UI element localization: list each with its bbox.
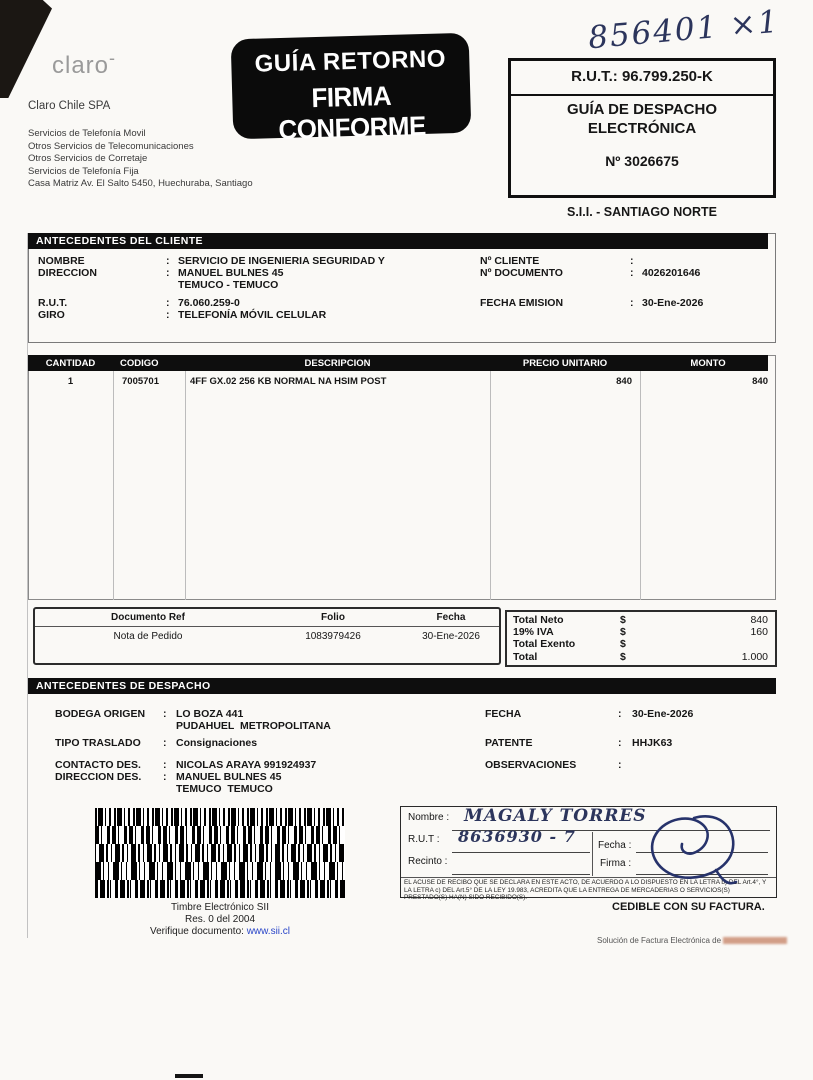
claro-logo-accent: - xyxy=(109,48,116,68)
timbre-caption xyxy=(95,902,345,938)
client-giro-value: TELEFONÍA MÓVIL CELULAR xyxy=(178,309,327,321)
colon: : xyxy=(166,267,170,279)
item-descripcion: 4FF GX.02 256 KB NORMAL NA HSIM POST xyxy=(190,376,387,387)
emission-date-label: FECHA EMISION xyxy=(480,297,564,309)
total-neto-value: 840 xyxy=(750,614,768,626)
sii-url: www.sii.cl xyxy=(246,926,291,937)
ref-header-underline xyxy=(35,626,499,627)
client-number-label: Nº CLIENTE xyxy=(480,255,540,267)
sii-rut-box xyxy=(508,58,776,198)
handwritten-order-number: 856401 ×1 xyxy=(586,3,782,57)
direccion-des-label: DIRECCION DES. xyxy=(55,771,142,783)
emitter-rut: R.U.T.: 96.799.250-K xyxy=(571,68,713,85)
iva-label: 19% IVA xyxy=(513,626,554,638)
client-address-value-1: MANUEL BULNES 45 xyxy=(178,267,284,279)
dispatch-fecha-label: FECHA xyxy=(485,708,522,720)
timbre-line-2: Res. 0 del 2004 xyxy=(184,914,256,925)
item-codigo: 7005701 xyxy=(122,376,159,387)
handwritten-receiver-rut: 8636930 - 7 xyxy=(458,827,576,846)
total-neto-label: Total Neto xyxy=(513,614,564,626)
client-address-label: DIRECCION xyxy=(38,267,97,279)
colon: : xyxy=(630,267,634,279)
footer-vendor-text: Solución de Factura Electrónica de xyxy=(597,936,722,945)
scan-corner-artifact xyxy=(0,0,52,98)
ref-folio-value: 1083979426 xyxy=(305,631,361,642)
exento-label: Total Exento xyxy=(513,638,576,650)
barcode-row xyxy=(95,844,345,862)
observaciones-label: OBSERVACIONES xyxy=(485,759,577,771)
stamp-line-1: GUÍA RETORNO xyxy=(254,45,447,78)
colon: : xyxy=(163,771,167,783)
currency-sign: $ xyxy=(620,651,626,663)
recibo-firma-label: Firma : xyxy=(600,858,632,869)
emission-date-value: 30-Ene-2026 xyxy=(642,297,704,309)
timbre-line-3 xyxy=(95,926,345,938)
colon: : xyxy=(618,759,622,771)
barcode-row xyxy=(95,862,345,880)
document-number-label: Nº DOCUMENTO xyxy=(480,267,563,279)
contacto-des-label: CONTACTO DES. xyxy=(55,759,141,771)
stamp-line-2: FIRMA CONFORME xyxy=(278,80,427,146)
barcode-row xyxy=(95,826,345,844)
illegible-vendor-logo xyxy=(723,937,787,944)
colon: : xyxy=(630,297,634,309)
client-address-value-2: TEMUCO - TEMUCO xyxy=(178,279,279,291)
tipo-traslado-label: TIPO TRASLADO xyxy=(55,737,141,749)
colon: : xyxy=(166,297,170,309)
colon: : xyxy=(163,737,167,749)
colon: : xyxy=(163,708,167,720)
dispatch-fecha-value: 30-Ene-2026 xyxy=(632,708,694,720)
bodega-origen-value-1: LO BOZA 441 xyxy=(176,708,244,720)
column-divider xyxy=(640,371,641,600)
ref-doc-value: Nota de Pedido xyxy=(113,631,183,642)
company-line-3: Otros Servicios de Corretaje xyxy=(28,153,148,164)
currency-sign: $ xyxy=(620,614,626,626)
item-cantidad: 1 xyxy=(67,376,74,387)
client-section-box xyxy=(28,233,776,343)
company-line-5: Casa Matriz Av. El Salto 5450, Huechuraba, Santiago xyxy=(28,178,253,189)
recibo-rut-label: R.U.T : xyxy=(408,834,440,845)
currency-sign: $ xyxy=(620,638,626,650)
patente-value: HHJK63 xyxy=(632,737,673,749)
header-codigo: CODIGO xyxy=(120,358,159,369)
guia-retorno-stamp xyxy=(231,33,472,146)
bodega-origen-value-2: PUDAHUEL METROPOLITANA xyxy=(176,720,331,732)
claro-logo xyxy=(52,48,116,80)
rut-box-divider xyxy=(511,94,773,96)
legal-text: EL ACUSE DE RECIBO QUE SE DECLARA EN ESTE ACTO, DE ACUERDO A LO DISPUESTO EN LA LETRA b) DEL Art.4°, Y LA LETRA c) DEL Art.5° DE LA LEY 19.983, ACREDITA QUE LA ENTREGA DE MERCADERIAS O SERVICIOS(S) PRESTADO(S) HA(N) SIDO RECIBIDO(S). xyxy=(404,879,767,902)
recibo-fecha-label: Fecha : xyxy=(598,840,632,851)
items-table xyxy=(28,355,776,600)
ref-fecha-value: 30-Ene-2026 xyxy=(422,631,480,642)
company-name: Claro Chile SPA xyxy=(28,100,111,112)
dispatch-section-header: ANTECEDENTES DE DESPACHO xyxy=(28,678,776,694)
currency-sign: $ xyxy=(620,626,626,638)
client-name-label: NOMBRE xyxy=(38,255,85,267)
colon: : xyxy=(630,255,634,267)
document-type-line-2: ELECTRÓNICA xyxy=(587,120,697,137)
client-section-header: ANTECEDENTES DEL CLIENTE xyxy=(28,233,768,249)
iva-value: 160 xyxy=(750,626,768,638)
footer-vendor-note xyxy=(597,936,787,945)
claro-logo-text: claro xyxy=(52,52,110,79)
colon: : xyxy=(163,759,167,771)
header-cantidad: CANTIDAD xyxy=(45,358,96,369)
client-giro-label: GIRO xyxy=(38,309,65,321)
document-number-value: 4026201646 xyxy=(642,267,701,279)
header-monto: MONTO xyxy=(690,358,726,369)
sii-office: S.I.I. - SANTIAGO NORTE xyxy=(566,205,717,219)
recibo-recinto-label: Recinto : xyxy=(408,856,448,867)
company-line-1: Servicios de Telefonía Movil xyxy=(28,128,146,139)
colon: : xyxy=(618,737,622,749)
signature xyxy=(638,806,750,892)
colon: : xyxy=(166,309,170,321)
tipo-traslado-value: Consignaciones xyxy=(176,737,258,749)
ref-header-fecha: Fecha xyxy=(436,612,466,623)
ref-header-folio: Folio xyxy=(321,612,345,623)
colon: : xyxy=(618,708,622,720)
header-precio-unitario: PRECIO UNITARIO xyxy=(522,358,608,369)
cedible-notice: CEDIBLE CON SU FACTURA. xyxy=(612,901,765,913)
recinto-line xyxy=(452,874,590,875)
client-rut-label: R.U.T. xyxy=(38,297,68,309)
total-label: Total xyxy=(513,651,538,663)
ref-header-documento: Documento Ref xyxy=(111,612,185,623)
client-rut-value: 76.060.259-0 xyxy=(178,297,240,309)
document-number: Nº 3026675 xyxy=(605,153,679,169)
bodega-origen-label: BODEGA ORIGEN xyxy=(55,708,146,720)
direccion-des-value-1: MANUEL BULNES 45 xyxy=(176,771,282,783)
pdf417-barcode xyxy=(95,808,345,898)
recibo-nombre-label: Nombre : xyxy=(408,812,450,823)
barcode-row xyxy=(95,880,345,898)
company-line-4: Servicios de Telefonía Fija xyxy=(28,165,139,177)
item-precio: 840 xyxy=(616,376,632,387)
rut-line xyxy=(452,852,590,853)
header-descripcion: DESCRIPCION xyxy=(304,358,371,369)
client-name-value: SERVICIO DE INGENIERIA SEGURIDAD Y xyxy=(178,255,385,267)
document-type-line-1: GUÍA DE DESPACHO xyxy=(566,101,717,118)
patente-label: PATENTE xyxy=(485,737,533,749)
company-line-2: Otros Servicios de Telecomunicaciones xyxy=(28,140,194,152)
column-divider xyxy=(490,371,491,600)
recibo-vertical-divider xyxy=(592,832,593,876)
column-divider xyxy=(113,371,114,600)
barcode-row xyxy=(95,808,345,826)
direccion-des-value-2: TEMUCO TEMUCO xyxy=(176,783,273,795)
company-address-block xyxy=(28,128,253,191)
bottom-scan-mark xyxy=(175,1074,203,1078)
column-divider xyxy=(185,371,186,600)
colon: : xyxy=(166,255,170,267)
verify-prefix: Verifique documento: xyxy=(149,926,247,937)
timbre-line-1: Timbre Electrónico SII xyxy=(171,902,269,913)
handwritten-receiver-name: MAGALY TORRES xyxy=(464,806,647,826)
total-value: 1.000 xyxy=(741,651,768,663)
item-monto: 840 xyxy=(752,376,768,387)
contacto-des-value: NICOLAS ARAYA 991924937 xyxy=(176,759,317,771)
